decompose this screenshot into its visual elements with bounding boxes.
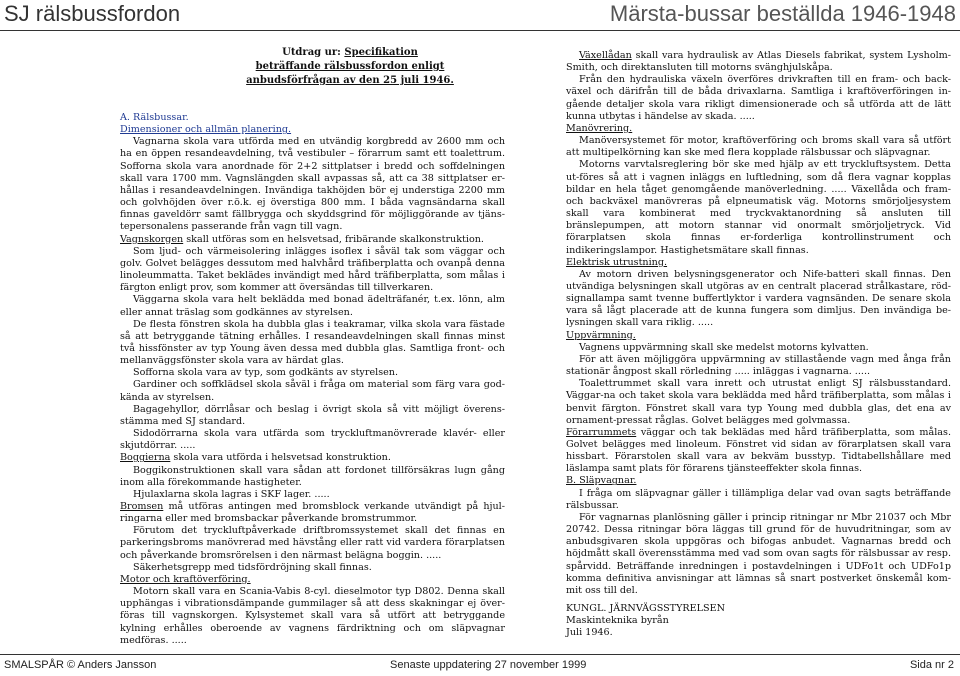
paragraph-bagage: Bagagehyllor, dörrlåsar och beslag i övrigt skola så vitt möjligt överens-stämma med SJ standard. — [120, 403, 505, 427]
title-line-1 — [230, 46, 470, 60]
signature-line-3: Juli 1946. — [566, 627, 613, 639]
dimensions-heading: Dimensioner och allmän planering. — [120, 124, 292, 136]
paragraph-kylvatten: Vagnens uppvärmning skall ske medelst motorns kylvatten. — [579, 341, 869, 353]
signature-line-1: KUNGL. JÄRNVÄGSSTYRELSEN — [566, 603, 725, 615]
page-footer — [0, 659, 960, 675]
left-column — [120, 112, 505, 647]
forarrum-label: Förarrummets — [566, 426, 637, 438]
title-spec-link: Specifikation — [344, 47, 418, 58]
korg-text: skall utföras som en helsvetsad, fribärande skalkonstruktion. — [183, 233, 484, 245]
vaxel-label: Växellådan — [579, 50, 632, 61]
paragraph-varvtal: Motorns varvtalsreglering bör ske med hjälp av ett tryckluftsystem. Detta ut-föres så att i vagnen inläggs en luftledning, som då flera vagnar kopplas bildar en hela tåget genomgående manöverledning. ..... Växellåda och fram- och backväxel manövreras på elpneumatisk väg. Motorns smörjoljesystem skall vara kombinerat med tryckvaktanordning så ansluten till bränslepumpen, att motorn stannar vid onormalt smörjoljetryck. Vid förarplatsen skola finnas er-forderliga kontrollinstrument och indikeringslampor. Hastighetsmätare skall finnas. — [566, 159, 951, 256]
paragraph-boggi — [120, 452, 505, 464]
boggi-text: skola vara utförda i helsvetsad konstruktion. — [170, 452, 391, 464]
paragraph-fonster: De flesta fönstren skola ha dubbla glas i teakramar, vilka skola vara fästade så att betryggande tätning erhålles. I resandeavdelningen skall finnas minst två hissfönster av typ Young även dessa med dubbla glas. Samtliga front- och mellanväggsfönster skola vara av härdat glas. — [120, 318, 505, 367]
paragraph-dimensions: Vagnarna skola vara utförda med en utvändig korgbredd av 2600 mm och ha en öppen resandeavdelning, två vestibuler – förarrum samt ett toalettrum. Sofforna skola vara anordnade för 2+2 sittplatser i bredd och soffdelningen skall vara 1700 mm. Vagnslängden skall avpassas så, att ca 38 sittplatser er-hållas i resandeavdelningen. Invändiga takhöjden bör ej understiga 2200 mm och golvhöjden över r.ö.k. ej överstiga 800 mm. I båda vagnsändarna skall finnas gaveldörr samt fällbrygga och skyddsgrind för möjliggörande av tjäns-tepersonalens passerande från vagn till vagn. — [120, 136, 505, 233]
paragraph-angpost: För att även möjliggöra uppvärmning av stillastående vagn med ånga från stationär ångpost skall rörledning ..... inläggas i vagnarna. ..... — [566, 353, 951, 378]
paragraph-forarrum — [566, 427, 951, 476]
manovrering-heading: Manövrering. — [566, 122, 633, 134]
signature-line-2: Maskinteknika byrån — [566, 615, 669, 627]
paragraph-gardiner: Gardiner och soffklädsel skola såväl i fråga om material som färg vara god-kända av styrelsen. — [120, 379, 505, 403]
title-prefix: Utdrag ur: — [282, 47, 341, 58]
paragraph-broms — [120, 501, 505, 525]
paragraph-parkeringsbroms: Förutom det tryckluftpåverkade driftbromssystemet skall det finnas en parkeringsbroms manövrerad med hävstång eller ratt vid vardera förarplatsen och påverkande bromsrörelsen i den närmast belägna boggin. ..... — [120, 525, 505, 561]
paragraph-boggikonstruktion: Boggikonstruktionen skall vara sådan att fordonet tillförsäkras lugn gång inom alla förekommande hastigheter. — [120, 464, 505, 488]
footer-copyright: SMALSPÅR © Anders Jansson — [4, 659, 157, 671]
paragraph-sakerhetsgrepp: Säkerhetsgrepp med tidsfördröjning skall finnas. — [133, 561, 372, 573]
broms-label: Bromsen — [120, 501, 164, 512]
uppvarmning-heading: Uppvärmning. — [566, 329, 636, 341]
paragraph-vaxel — [566, 50, 951, 74]
boggi-label: Boggierna — [120, 452, 171, 464]
header-right-title: Märsta-bussar beställda 1946-1948 — [609, 1, 956, 26]
title-line-2: beträffande rälsbussfordon enligt — [255, 61, 445, 72]
footer-updated: Senaste uppdatering 27 november 1999 — [390, 659, 587, 671]
document-title-block — [230, 46, 470, 88]
right-column — [566, 50, 951, 640]
title-line-3: anbudsförfrågan av den 25 juli 1946. — [246, 75, 454, 86]
paragraph-slapvagnar: I fråga om släpvagnar gäller i tillämpliga delar vad ovan sagts beträffande rälsbussar. — [566, 487, 951, 511]
paragraph-isolering: Som ljud- och värmeisolering inlägges isoflex i såväl tak som väggar och golv. Golvet belägges dessutom med halvhård träfiberplatta och ovanpå denna linoleummatta. Taket beklädes invändigt med hård träfiberplatta, som målas i färgton enligt prov, som kommer att översändas till tillverkaren. — [120, 245, 505, 294]
korg-label: Vagnskorgen — [120, 233, 184, 245]
broms-text: må utföras antingen med bromsblock verkande utvändigt på hjul-ringarna eller med bromsbackar påverkande bromstrummor. — [120, 501, 505, 525]
section-a-heading: A. Rälsbussar. — [120, 112, 189, 123]
paragraph-planlosning: För vagnarnas planlösning gäller i princip ritningar nr Mbr 21037 och Mbr 20742. Dessa ritningar böra läggas till grund för de huvudritningar, som av anbudsgivaren skola uppgöras och bifogas anbudet. Vagnarnas bredd och höjdmått skall överensstämma med vad som ovan sagts för rälsbussar av resp. spårvidd. Beträffande inredningen i postavdelningen i UDFo1t och UDFo1p komma definitiva anvisningar att lämnas så snart postverket önskemål kom-mit oss till del. — [566, 511, 951, 596]
vaxel-text: skall vara hydraulisk av Atlas Diesels fabrikat, system Lysholm-Smith, och direktansluten till motorns svänghjulskåpa. — [566, 50, 951, 74]
header-left-title: SJ rälsbussfordon — [4, 1, 181, 26]
paragraph-dorrar: Sidodörrarna skola vara utfärda som tryckluftmanövrerade klavér- eller skjutdörrar. ..... — [120, 428, 505, 452]
paragraph-belysning: Av motorn driven belysningsgenerator och Nife-batteri skall finnas. Den utvändiga belysningen skall utgöras av en centralt placerad strålkastare, röd-signallampa samt tvenne buffertlyktor i vardera vagnsänden. De senare skola vara så lågt placerade att de kunna fungera som dimljus. Den invändiga be-lysningen skall vara riklig. ..... — [566, 268, 951, 329]
header-rule — [0, 30, 960, 31]
footer-rule — [0, 654, 960, 655]
paragraph-motor: Motorn skall vara en Scania-Vabis 8-cyl. dieselmotor typ D802. Denna skall upphängas i vibrationsdämpande gummilager så att dess skakningar ej över-föras till vagnskorgen. Kylsystemet skall vara så utfört att betryggande kylning erhålles oberoende av vagnens färdriktning och om släpvagnar medföras. ..... — [120, 586, 505, 646]
page-header — [0, 0, 960, 30]
elektrisk-heading: Elektrisk utrustning. — [566, 256, 668, 268]
motor-heading: Motor och kraftöverföring. — [120, 573, 251, 585]
paragraph-drivkraft: Från den hydrauliska växeln överföres drivkraften till en fram- och back-växel och därifrån till de båda drivaxlarna. Samtliga i kraftöverföringen in-gående detaljer skola vara rikligt dimensionerade och så utförda att de lätt kunna utbytas i händelse av skada. ..... — [566, 74, 951, 122]
footer-page-number: Sida nr 2 — [909, 659, 954, 671]
slapvagnar-heading: B. Släpvagnar. — [566, 475, 637, 487]
paragraph-hjulaxlar: Hjulaxlarna skola lagras i SKF lager. ..... — [133, 488, 330, 500]
paragraph-vaggar: Väggarna skola vara helt beklädda med bonad ädelträfanér, t.ex. lönn, alm eller annat träslag som godkännes av styrelsen. — [120, 294, 505, 318]
forarrum-text: väggar och tak beklädas med hård träfiberplatta, som målas. Golvet belägges med linoleum. Fönstret vid sidan av förarplatsen skall vara hissbart. Förarstolen skall vara av bekväm busstyp. Tidtabellshållare med läslampa samt plats för förarens tjänsteeffekter skola finnas. — [566, 426, 951, 475]
paragraph-manoversystem: Manöversystemet för motor, kraftöverföring och broms skall vara så utfört att multipelkörning kan ske med flera kopplade rälsbussar och släpvagnar. — [566, 135, 951, 159]
paragraph-toalett: Toalettrummet skall vara inrett och utrustat enligt SJ rälsbusstandard. Väggar-na och taket skola vara beklädda med hård träfiberplatta, som målas i benvit färgton. Fönstret skall vara typ Young med dubbla glas, det ena av ornament-pressat råglas. Golvet belägges med golvmassa. — [566, 378, 951, 426]
paragraph-soffor: Sofforna skola vara av typ, som godkänts av styrelsen. — [133, 367, 399, 379]
paragraph-korg — [120, 234, 505, 246]
